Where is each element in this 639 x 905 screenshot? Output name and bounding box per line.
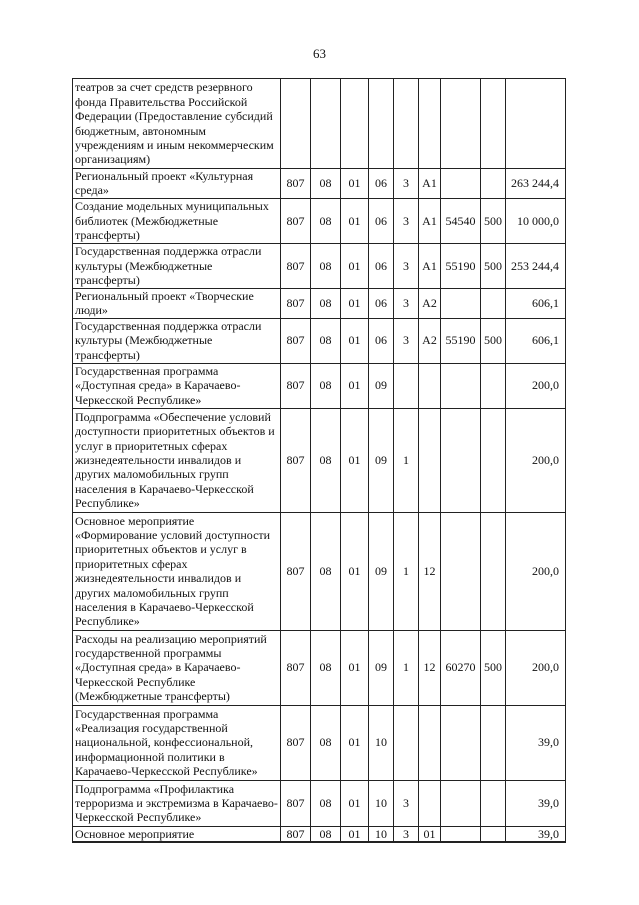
cell-pp (394, 705, 419, 780)
cell-nr (441, 705, 481, 780)
cell-vr (481, 705, 506, 780)
cell-pr: 01 (341, 705, 369, 780)
row-name: Подпрограмма «Профилактика терроризма и экстремизма в Карачаево-Черкесской Республике» (73, 780, 281, 826)
cell-rz: 08 (311, 780, 341, 826)
cell-vr: 500 (481, 318, 506, 363)
row-name: Подпрограмма «Обеспечение условий доступности приоритетных объектов и услуг в приоритетных сферах жизнедеятельности инвалидов и других маломобильных групп населения в Карачаево-Черкесской Республике» (73, 408, 281, 512)
cell-amount: 263 244,4 (506, 169, 566, 199)
row-name: Региональный проект «Культурная среда» (73, 169, 281, 199)
cell-vr: 500 (481, 198, 506, 243)
cell-pp: 3 (394, 780, 419, 826)
cell-nr (441, 512, 481, 630)
cell-amount: 200,0 (506, 630, 566, 705)
cell-ved: 807 (281, 243, 311, 288)
cell-vr (481, 408, 506, 512)
cell-nr: 55190 (441, 318, 481, 363)
cell-om (419, 705, 441, 780)
cell-pp (394, 79, 419, 169)
table-row (73, 826, 566, 842)
cell-pr: 01 (341, 243, 369, 288)
row-name: Расходы на реализацию мероприятий государственной программы «Доступная среда» в Карачаево-Черкесской Республике (Межбюджетные трансферты) (73, 630, 281, 705)
cell-ved: 807 (281, 630, 311, 705)
row-name: Государственная поддержка отрасли культуры (Межбюджетные трансферты) (73, 318, 281, 363)
cell-amount: 606,1 (506, 318, 566, 363)
cell-pr: 01 (341, 169, 369, 199)
cell-vr (481, 169, 506, 199)
cell-gp: 09 (369, 363, 394, 408)
cell-pp (394, 363, 419, 408)
budget-table (72, 78, 566, 843)
cell-nr (441, 408, 481, 512)
cell-om (419, 780, 441, 826)
cell-pp: 1 (394, 512, 419, 630)
cell-pr: 01 (341, 826, 369, 842)
cell-nr (441, 169, 481, 199)
cell-om: 01 (419, 826, 441, 842)
cell-rz (311, 79, 341, 169)
cell-ved: 807 (281, 826, 311, 842)
cell-gp: 09 (369, 630, 394, 705)
cell-pp: 3 (394, 288, 419, 318)
cell-vr (481, 288, 506, 318)
cell-nr: 55190 (441, 243, 481, 288)
table-row (73, 169, 566, 199)
cell-ved: 807 (281, 318, 311, 363)
cell-om: A1 (419, 243, 441, 288)
cell-om (419, 408, 441, 512)
cell-pp: 3 (394, 169, 419, 199)
cell-rz: 08 (311, 318, 341, 363)
cell-ved: 807 (281, 169, 311, 199)
cell-nr: 54540 (441, 198, 481, 243)
cell-vr: 500 (481, 630, 506, 705)
table-row (73, 705, 566, 780)
cell-rz: 08 (311, 408, 341, 512)
cell-pr: 01 (341, 408, 369, 512)
table-row (73, 79, 566, 169)
row-name: Основное мероприятие «Формирование условий доступности приоритетных объектов и услуг в приоритетных сферах жизнедеятельности инвалидов и других маломобильных групп населения в Карачаево-Черкесской Республике» (73, 512, 281, 630)
cell-rz: 08 (311, 363, 341, 408)
cell-vr (481, 826, 506, 842)
cell-rz: 08 (311, 169, 341, 199)
cell-gp: 06 (369, 288, 394, 318)
row-name: Государственная программа «Реализация государственной национальной, конфессиональной, информационной политики в Карачаево-Черкесской Республике» (73, 705, 281, 780)
cell-om: 12 (419, 630, 441, 705)
table-row (73, 318, 566, 363)
cell-vr: 500 (481, 243, 506, 288)
cell-gp: 09 (369, 512, 394, 630)
cell-ved: 807 (281, 780, 311, 826)
table-row (73, 243, 566, 288)
cell-nr (441, 363, 481, 408)
row-name: Государственная поддержка отрасли культуры (Межбюджетные трансферты) (73, 243, 281, 288)
cell-nr (441, 826, 481, 842)
cell-rz: 08 (311, 826, 341, 842)
cell-rz: 08 (311, 198, 341, 243)
cell-om: A2 (419, 288, 441, 318)
cell-vr (481, 512, 506, 630)
cell-nr (441, 288, 481, 318)
cell-pr: 01 (341, 198, 369, 243)
cell-pr: 01 (341, 512, 369, 630)
cell-ved: 807 (281, 512, 311, 630)
cell-amount: 606,1 (506, 288, 566, 318)
cell-rz: 08 (311, 705, 341, 780)
cell-pp: 1 (394, 408, 419, 512)
row-name: Государственная программа «Доступная среда» в Карачаево-Черкесской Республике» (73, 363, 281, 408)
cell-nr (441, 780, 481, 826)
cell-gp: 09 (369, 408, 394, 512)
cell-om: 12 (419, 512, 441, 630)
cell-amount: 39,0 (506, 780, 566, 826)
table-row (73, 198, 566, 243)
cell-gp: 10 (369, 705, 394, 780)
cell-pp: 1 (394, 630, 419, 705)
cell-pp: 3 (394, 318, 419, 363)
cell-pr: 01 (341, 630, 369, 705)
cell-om: A2 (419, 318, 441, 363)
cell-gp: 06 (369, 318, 394, 363)
cell-vr (481, 780, 506, 826)
cell-rz: 08 (311, 512, 341, 630)
table-row (73, 512, 566, 630)
cell-nr (441, 79, 481, 169)
cell-om: A1 (419, 198, 441, 243)
cell-gp: 06 (369, 198, 394, 243)
table-row (73, 780, 566, 826)
cell-pp: 3 (394, 826, 419, 842)
cell-ved: 807 (281, 363, 311, 408)
cell-gp: 06 (369, 243, 394, 288)
cell-rz: 08 (311, 288, 341, 318)
cell-pr (341, 79, 369, 169)
cell-vr (481, 79, 506, 169)
cell-ved: 807 (281, 705, 311, 780)
table-row (73, 408, 566, 512)
row-name: Региональный проект «Творческие люди» (73, 288, 281, 318)
cell-amount: 10 000,0 (506, 198, 566, 243)
cell-ved (281, 79, 311, 169)
cell-rz: 08 (311, 243, 341, 288)
cell-amount: 39,0 (506, 826, 566, 842)
cell-amount: 200,0 (506, 363, 566, 408)
cell-om: A1 (419, 169, 441, 199)
cell-amount (506, 79, 566, 169)
cell-gp: 06 (369, 169, 394, 199)
cell-pp: 3 (394, 243, 419, 288)
cell-rz: 08 (311, 630, 341, 705)
page-number: 63 (313, 46, 326, 61)
cell-vr (481, 363, 506, 408)
table-row (73, 363, 566, 408)
cell-ved: 807 (281, 198, 311, 243)
row-name: Создание модельных муниципальных библиотек (Межбюджетные трансферты) (73, 198, 281, 243)
cell-om (419, 79, 441, 169)
cell-pr: 01 (341, 288, 369, 318)
cell-amount: 39,0 (506, 705, 566, 780)
table-row (73, 630, 566, 705)
cell-amount: 200,0 (506, 512, 566, 630)
cell-nr: 60270 (441, 630, 481, 705)
cell-pp: 3 (394, 198, 419, 243)
row-name: театров за счет средств резервного фонда Правительства Российской Федерации (Предоставление субсидий бюджетным, автономным учреждениям и иным некоммерческим организациям) (73, 79, 281, 169)
cell-amount: 200,0 (506, 408, 566, 512)
cell-amount: 253 244,4 (506, 243, 566, 288)
cell-om (419, 363, 441, 408)
cell-ved: 807 (281, 288, 311, 318)
cell-pr: 01 (341, 363, 369, 408)
cell-pr: 01 (341, 780, 369, 826)
row-name: Основное мероприятие (73, 826, 281, 842)
cell-gp: 10 (369, 826, 394, 842)
cell-ved: 807 (281, 408, 311, 512)
table-row (73, 288, 566, 318)
cell-gp: 10 (369, 780, 394, 826)
cell-gp (369, 79, 394, 169)
cell-pr: 01 (341, 318, 369, 363)
